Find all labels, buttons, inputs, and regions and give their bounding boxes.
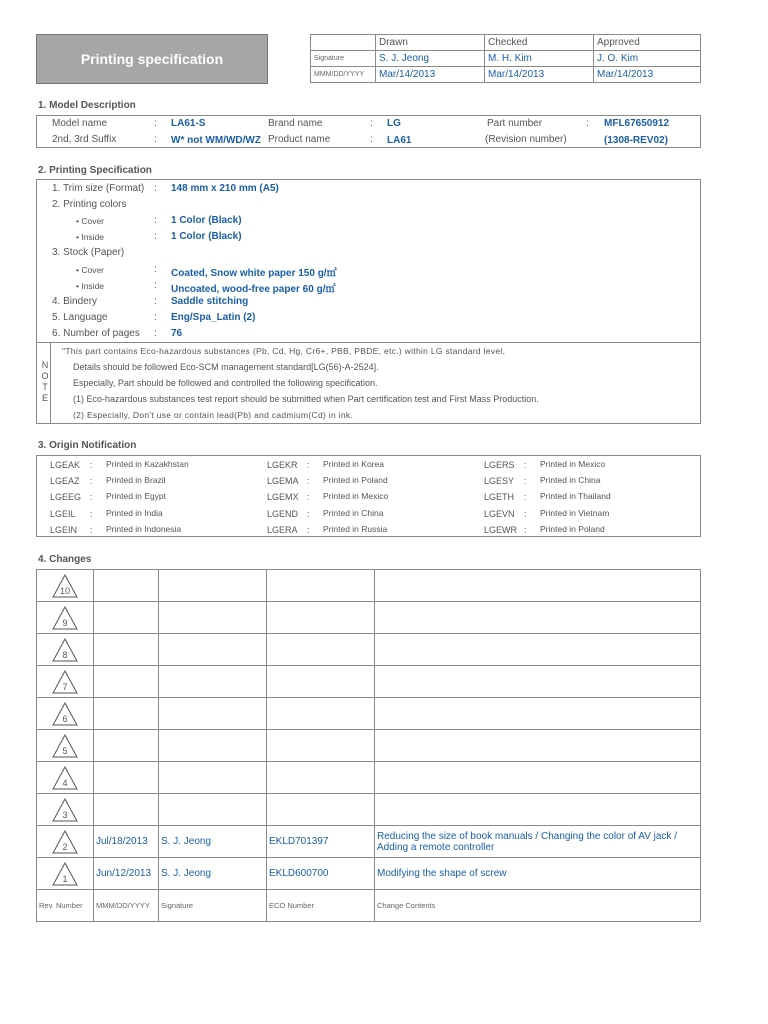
origin-country: Printed in Thailand: [540, 491, 611, 502]
rev-number-cell: [37, 730, 94, 762]
change-eco-number: [267, 698, 375, 730]
origin-code: LGEIN: [50, 524, 78, 535]
suffix-value: W* not WM/WD/WZ: [171, 135, 261, 146]
footer-eco-number: ECO Number: [267, 890, 375, 922]
origin-code: LGEEG: [50, 492, 82, 503]
colon: :: [307, 508, 310, 519]
table-row: [37, 666, 701, 698]
colon: :: [90, 508, 93, 519]
origin-country: Printed in India: [106, 507, 163, 518]
approved-date: Mar/14/2013: [594, 67, 701, 83]
footer-change-contents: Change Contents: [375, 890, 701, 922]
origin-code: LGEVN: [484, 508, 515, 519]
model-description-box: [36, 115, 701, 148]
colon: :: [586, 118, 589, 129]
origin-country: Printed in Poland: [540, 523, 605, 534]
origin-code: LGEMA: [267, 476, 299, 487]
note-line-1: "This part contains Eco-hazardous substances (Pb, Cd, Hg, Cr6+, PBB, PBDE, etc.) within LG standard level,: [62, 346, 506, 356]
inside-paper-value: Uncoated, wood-free paper 60 g/㎡: [171, 284, 336, 295]
model-name-value: LA61-S: [171, 118, 206, 129]
revision-triangle-icon: [52, 702, 78, 726]
cover-color-value: 1 Color (Black): [171, 215, 242, 226]
colon: :: [524, 524, 527, 535]
table-row: [37, 698, 701, 730]
drawn-header: Drawn: [376, 35, 485, 51]
origin-country: Printed in Poland: [323, 475, 388, 486]
trim-size-label: 1. Trim size (Format): [52, 183, 145, 194]
colon: :: [90, 524, 93, 535]
drawn-signature: S. J. Jeong: [376, 51, 485, 67]
stock-label: 3. Stock (Paper): [52, 247, 125, 258]
colon: :: [154, 264, 157, 275]
origin-code: LGERA: [267, 524, 298, 535]
changes-section-title: 4. Changes: [38, 554, 92, 565]
rev-number: 4: [62, 777, 68, 788]
change-eco-number: [267, 666, 375, 698]
inside-color-label: • Inside: [76, 232, 105, 242]
change-date: [94, 634, 159, 666]
origin-country: Printed in Korea: [323, 459, 384, 469]
colon: :: [154, 215, 157, 226]
printing-spec-box: [36, 179, 701, 424]
change-signature: [159, 794, 267, 826]
colon: :: [154, 134, 157, 145]
table-row: [37, 602, 701, 634]
change-eco-number: [267, 634, 375, 666]
origin-country: Printed in Brazil: [106, 475, 166, 486]
change-contents: Modifying the shape of screw: [375, 858, 701, 890]
model-name-label: Model name: [52, 118, 108, 129]
changes-table: [36, 569, 701, 922]
change-date: Jun/12/2013: [94, 858, 159, 890]
brand-name-label: Brand name: [268, 118, 323, 129]
change-date: [94, 602, 159, 634]
colon: :: [154, 328, 157, 339]
colon: :: [524, 492, 527, 503]
rev-number: 9: [62, 617, 68, 628]
revision-triangle-icon: [52, 798, 78, 822]
colon: :: [524, 460, 527, 470]
rev-number-cell: [37, 570, 94, 602]
change-date: Jul/18/2013: [94, 826, 159, 858]
date-row-label: MMM/DD/YYYY: [311, 67, 376, 83]
product-name-label: Product name: [268, 134, 331, 145]
table-row: [37, 858, 701, 890]
table-row: [37, 762, 701, 794]
colon: :: [307, 492, 310, 503]
origin-country: Printed in Vietnam: [540, 507, 610, 518]
change-contents: [375, 730, 701, 762]
revision-triangle-icon: [52, 734, 78, 758]
bindery-value: Saddle stitching: [171, 296, 249, 307]
colon: :: [154, 231, 157, 242]
revision-triangle-icon: [52, 638, 78, 662]
language-value: Eng/Spa_Latin (2): [171, 312, 256, 323]
origin-code: LGEAK: [50, 460, 81, 470]
colon: :: [90, 492, 93, 503]
origin-country: Printed in Indonesia: [106, 523, 182, 534]
origin-code: LGEKR: [267, 460, 298, 470]
note-line-2: Details should be followed Eco-SCM management standard[LG(56)-A-2524].: [73, 362, 379, 372]
change-contents: [375, 602, 701, 634]
change-signature: [159, 666, 267, 698]
revision-triangle-icon: [52, 766, 78, 790]
trim-size-value: 148 mm x 210 mm (A5): [171, 183, 279, 194]
change-contents: [375, 762, 701, 794]
origin-country: Printed in China: [540, 475, 601, 486]
origin-country: Printed in Mexico: [540, 459, 606, 469]
origin-code: LGEND: [267, 508, 299, 519]
colon: :: [154, 118, 157, 129]
origin-section-title: 3. Origin Notification: [38, 440, 137, 451]
rev-number-cell: [37, 762, 94, 794]
pages-value: 76: [171, 328, 183, 339]
rev-number-cell: [37, 666, 94, 698]
language-label: 5. Language: [52, 312, 108, 323]
rev-number-cell: [37, 698, 94, 730]
change-signature: [159, 570, 267, 602]
change-eco-number: [267, 570, 375, 602]
note-column-divider: [50, 342, 51, 423]
revision-value: (1308-REV02): [604, 135, 668, 146]
document-title: Printing specification: [36, 34, 268, 84]
change-eco-number: EKLD600700: [267, 858, 375, 890]
rev-number-cell: [37, 602, 94, 634]
change-signature: [159, 602, 267, 634]
changes-footer-row: [37, 890, 701, 922]
change-contents: [375, 794, 701, 826]
part-number-value: MFL67650912: [604, 118, 670, 129]
change-signature: S. J. Jeong: [159, 826, 267, 858]
note-line-3: Especially, Part should be followed and controlled the following specification.: [73, 378, 378, 388]
origin-country: Printed in China: [323, 507, 384, 518]
change-signature: [159, 698, 267, 730]
note-label: N O T E: [41, 360, 49, 403]
change-eco-number: [267, 794, 375, 826]
origin-code: LGESY: [484, 476, 515, 487]
change-date: [94, 730, 159, 762]
colon: :: [154, 183, 157, 194]
origin-code: LGEWR: [484, 524, 518, 535]
footer-signature: Signature: [159, 890, 267, 922]
change-date: [94, 570, 159, 602]
table-row: [37, 634, 701, 666]
model-section-title: 1. Model Description: [38, 100, 136, 111]
rev-number: 3: [62, 809, 68, 820]
note-line-5: (2) Especially, Don't use or contain lead(Pb) and cadmium(Cd) in ink.: [73, 410, 354, 420]
change-eco-number: [267, 602, 375, 634]
table-row: [37, 730, 701, 762]
revision-triangle-icon: [52, 670, 78, 694]
change-contents: [375, 634, 701, 666]
colon: :: [370, 118, 373, 129]
rev-number: 6: [62, 713, 68, 724]
colon: :: [154, 280, 157, 291]
table-row: [37, 794, 701, 826]
change-signature: [159, 634, 267, 666]
change-date: [94, 666, 159, 698]
change-date: [94, 698, 159, 730]
revision-triangle-icon: [52, 830, 78, 854]
drawn-date: Mar/14/2013: [376, 67, 485, 83]
change-date: [94, 762, 159, 794]
cover-color-label: • Cover: [76, 216, 105, 226]
revision-triangle-icon: [52, 606, 78, 630]
rev-number-cell: [37, 634, 94, 666]
colon: :: [307, 460, 310, 470]
table-row: [37, 826, 701, 858]
product-name-value: LA61: [387, 135, 412, 146]
origin-code: LGEIL: [50, 508, 76, 519]
rev-number-cell: [37, 858, 94, 890]
rev-number: 7: [62, 681, 68, 692]
checked-signature: M. H. Kim: [485, 51, 594, 67]
approved-header: Approved: [594, 35, 701, 51]
colon: :: [154, 312, 157, 323]
colon: :: [154, 296, 157, 307]
change-eco-number: [267, 762, 375, 794]
bindery-label: 4. Bindery: [52, 296, 98, 307]
origin-notification-box: [36, 455, 701, 537]
colon: :: [524, 508, 527, 519]
brand-name-value: LG: [387, 118, 401, 129]
cover-paper-value: Coated, Snow white paper 150 g/㎡: [171, 268, 337, 279]
cover-paper-label: • Cover: [76, 265, 105, 275]
printing-colors-label: 2. Printing colors: [52, 199, 127, 210]
footer-rev-number: Rev. Number: [37, 890, 94, 922]
change-date: [94, 794, 159, 826]
origin-country: Printed in Kazakhstan: [106, 459, 189, 469]
rev-number: 8: [62, 649, 68, 660]
rev-number: 1: [62, 873, 68, 884]
change-eco-number: EKLD701397: [267, 826, 375, 858]
origin-country: Printed in Egypt: [106, 491, 167, 502]
origin-code: LGEMX: [267, 492, 299, 503]
inside-paper-label: • Inside: [76, 281, 105, 291]
printing-section-title: 2. Printing Specification: [38, 165, 152, 176]
colon: :: [370, 134, 373, 145]
colon: :: [90, 476, 93, 487]
signature-table: [310, 34, 701, 83]
rev-number: 10: [59, 585, 71, 596]
change-contents: [375, 570, 701, 602]
pages-label: 6. Number of pages: [52, 328, 140, 339]
part-number-label: Part number: [487, 118, 543, 129]
colon: :: [524, 476, 527, 487]
origin-code: LGEAZ: [50, 476, 80, 487]
change-contents: [375, 666, 701, 698]
colon: :: [307, 524, 310, 535]
change-signature: [159, 762, 267, 794]
origin-code: LGERS: [484, 460, 515, 470]
rev-number: 5: [62, 745, 68, 756]
table-row: [37, 570, 701, 602]
suffix-label: 2nd, 3rd Suffix: [52, 134, 117, 145]
change-contents: Reducing the size of book manuals / Changing the color of AV jack / Adding a remote controller: [375, 826, 701, 858]
note-line-4: (1) Eco-hazardous substances test report should be submitted when Part certification test and First Mass Production.: [73, 394, 539, 404]
revision-label: (Revision number): [485, 134, 567, 145]
change-eco-number: [267, 730, 375, 762]
origin-country: Printed in Russia: [323, 523, 388, 534]
note-divider: [37, 342, 700, 343]
revision-triangle-icon: [52, 574, 78, 598]
rev-number-cell: [37, 826, 94, 858]
change-signature: S. J. Jeong: [159, 858, 267, 890]
revision-triangle-icon: [52, 862, 78, 886]
footer-date: MMM/DD/YYYY: [94, 890, 159, 922]
approved-signature: J. O. Kim: [594, 51, 701, 67]
origin-country: Printed in Mexico: [323, 491, 389, 502]
rev-number-cell: [37, 794, 94, 826]
change-signature: [159, 730, 267, 762]
signature-row-label: Signature: [311, 51, 376, 67]
checked-header: Checked: [485, 35, 594, 51]
inside-color-value: 1 Color (Black): [171, 231, 242, 242]
change-contents: [375, 698, 701, 730]
origin-code: LGETH: [484, 492, 515, 503]
colon: :: [307, 476, 310, 487]
rev-number: 2: [62, 841, 68, 852]
checked-date: Mar/14/2013: [485, 67, 594, 83]
colon: :: [90, 460, 93, 470]
